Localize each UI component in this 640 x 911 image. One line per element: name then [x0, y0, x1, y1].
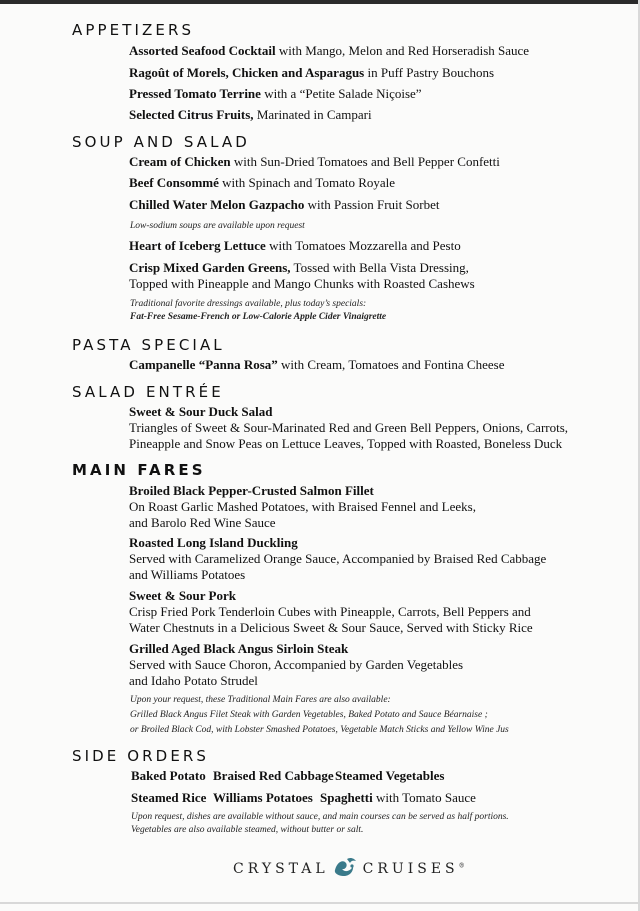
- section-heading-main: MAIN FARES: [72, 461, 206, 479]
- menu-item: [129, 65, 494, 81]
- menu-item: [129, 154, 500, 170]
- side-item: Steamed Rice: [131, 790, 207, 805]
- dish-description: with Tomatoes Mozzarella and Pesto: [265, 238, 461, 253]
- main-note: Grilled Black Angus Filet Steak with Garden Vegetables, Baked Potato and Sauce Béarnaise ;: [130, 710, 488, 720]
- side-item: Williams Potatoes: [213, 790, 313, 805]
- side-note: Upon request, dishes are available without sauce, and main courses can be served as half portions.: [131, 812, 509, 822]
- dish-description-line: and Barolo Red Wine Sauce: [129, 515, 276, 530]
- section-heading-appetizers: APPETIZERS: [72, 21, 195, 39]
- seahorse-emblem-icon: [331, 856, 359, 882]
- dish-description: with a “Petite Salade Niçoise”: [260, 86, 422, 101]
- section-heading-pasta: PASTA SPECIAL: [72, 336, 225, 354]
- menu-item: [129, 43, 529, 59]
- dressing-specials: Fat-Free Sesame-French or Low-Calorie Apple Cider Vinaigrette: [130, 312, 387, 322]
- section-heading-soup-salad: SOUP AND SALAD: [72, 133, 250, 151]
- dish-name: Chilled Water Melon Gazpacho: [129, 197, 305, 212]
- dish-description-line: and Williams Potatoes: [129, 567, 246, 582]
- side-item: Steamed Vegetables: [335, 768, 445, 783]
- menu-item: [129, 107, 372, 123]
- dish-description-line: Crisp Fried Pork Tenderloin Cubes with Pineapple, Carrots, Bell Peppers and: [129, 604, 531, 619]
- dish-name: Selected Citrus Fruits,: [129, 107, 254, 122]
- section-heading-side: SIDE ORDERS: [72, 747, 210, 765]
- dish-description-line: Pineapple and Snow Peas on Lettuce Leaves, Topped with Roasted, Boneless Duck: [129, 436, 563, 451]
- dish-description-line: Served with Sauce Choron, Accompanied by Garden Vegetables: [129, 657, 464, 672]
- bottom-border: [0, 902, 640, 904]
- dish-description-line: On Roast Garlic Mashed Potatoes, with Braised Fennel and Leeks,: [129, 499, 476, 514]
- soup-note: Low-sodium soups are available upon request: [130, 221, 305, 231]
- section-heading-salad-entree: SALAD ENTRÉE: [72, 383, 224, 401]
- dish-description: with Cream, Tomatoes and Fontina Cheese: [277, 357, 505, 372]
- main-note: or Broiled Black Cod, with Lobster Smashed Potatoes, Vegetable Match Sticks and Yellow Wine Jus: [130, 725, 509, 735]
- menu-item: [129, 175, 395, 191]
- dish-name: Crisp Mixed Garden Greens,: [129, 260, 291, 275]
- dish-description: with Passion Fruit Sorbet: [304, 197, 440, 212]
- menu-item: [129, 197, 439, 213]
- dish-name: Assorted Seafood Cocktail: [129, 43, 276, 58]
- dish-name: Grilled Aged Black Angus Sirloin Steak: [129, 641, 349, 656]
- dish-name: Pressed Tomato Terrine: [129, 86, 261, 101]
- side-item: Braised Red Cabbage: [213, 768, 334, 783]
- side-note: Vegetables are also available steamed, without butter or salt.: [131, 825, 364, 835]
- top-border: [0, 0, 640, 4]
- dish-name: Ragoût of Morels, Chicken and Asparagus: [129, 65, 365, 80]
- dish-description: Marinated in Campari: [253, 107, 372, 122]
- menu-item: [129, 357, 504, 373]
- dish-description: with Mango, Melon and Red Horseradish Sauce: [275, 43, 530, 58]
- dish-description-line: Triangles of Sweet & Sour-Marinated Red and Green Bell Peppers, Onions, Carrots,: [129, 420, 569, 435]
- dish-name: Sweet & Sour Pork: [129, 588, 237, 603]
- dish-name: Broiled Black Pepper-Crusted Salmon Fillet: [129, 483, 374, 498]
- side-item: Baked Potato: [131, 768, 206, 783]
- dish-description-line: Water Chestnuts in a Delicious Sweet & Sour Sauce, Served with Sticky Rice: [129, 620, 533, 635]
- dish-name: Beef Consommé: [129, 175, 219, 190]
- menu-item: [129, 86, 422, 102]
- side-item: Spaghetti with Tomato Sauce: [320, 790, 476, 805]
- dish-name: Roasted Long Island Duckling: [129, 535, 298, 550]
- dish-description: with Sun-Dried Tomatoes and Bell Pepper Confetti: [230, 154, 500, 169]
- dish-name: Campanelle “Panna Rosa”: [129, 357, 278, 372]
- dressing-note: Traditional favorite dressings available, plus today’s specials:: [130, 299, 367, 309]
- dish-name: Cream of Chicken: [129, 154, 231, 169]
- menu-item: [129, 238, 461, 254]
- dish-name: Sweet & Sour Duck Salad: [129, 404, 273, 419]
- dish-description-line: Topped with Pineapple and Mango Chunks with Roasted Cashews: [129, 276, 475, 291]
- dish-description: with Spinach and Tomato Royale: [218, 175, 396, 190]
- crystal-cruises-logo: CRYSTAL CRUISES®: [233, 856, 465, 882]
- dish-description-line: and Idaho Potato Strudel: [129, 673, 258, 688]
- menu-item: [129, 260, 469, 276]
- main-note: Upon your request, these Traditional Main Fares are also available:: [130, 695, 391, 705]
- dish-name: Heart of Iceberg Lettuce: [129, 238, 266, 253]
- dish-description-line: Served with Caramelized Orange Sauce, Accompanied by Braised Red Cabbage: [129, 551, 547, 566]
- dish-description: Tossed with Bella Vista Dressing,: [290, 260, 469, 275]
- dish-description: in Puff Pastry Bouchons: [364, 65, 494, 80]
